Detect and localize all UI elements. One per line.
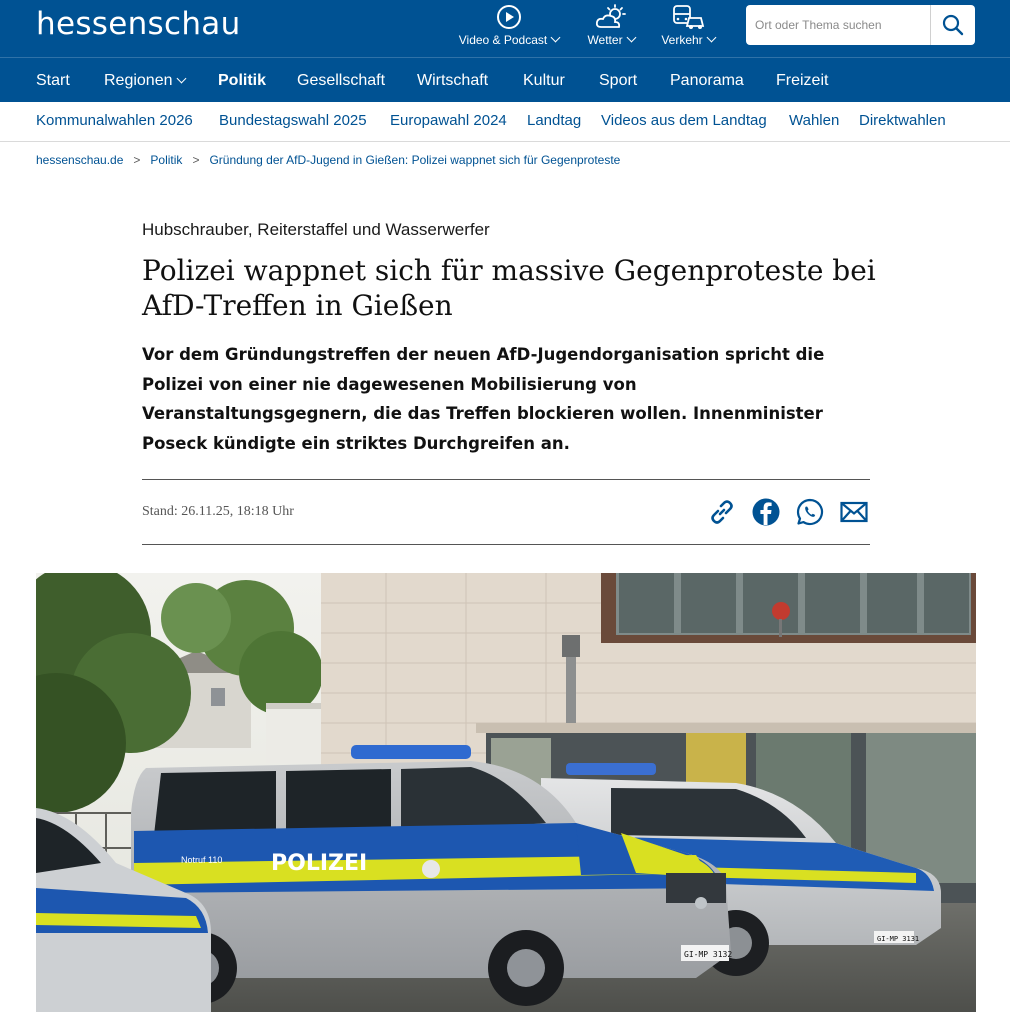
weather-menu[interactable]	[584, 4, 638, 52]
nav-item-label: Regionen	[104, 72, 173, 89]
van-plate-1: GI-MP 3132	[684, 950, 733, 959]
subnav-item-europawahl[interactable]: Europawahl 2024	[390, 112, 507, 129]
chevron-down-icon	[551, 33, 561, 43]
subnav-item-videos-landtag[interactable]: Videos aus dem Landtag	[601, 112, 767, 129]
divider	[142, 544, 870, 545]
traffic-icon	[671, 4, 705, 30]
video-podcast-label: Video & Podcast	[458, 33, 548, 47]
whatsapp-icon	[795, 497, 825, 527]
nav-item-panorama[interactable]: Panorama	[670, 72, 744, 89]
breadcrumb-politik[interactable]: Politik	[150, 153, 183, 167]
mail-icon	[839, 497, 869, 527]
top-header	[0, 0, 1010, 57]
police-vans-photo	[36, 573, 976, 1012]
sub-navigation	[0, 102, 1010, 142]
traffic-label: Verkehr	[661, 33, 703, 47]
police-star-icon	[422, 860, 440, 878]
article-timestamp: Stand: 26.11.25, 18:18 Uhr	[142, 504, 294, 519]
divider	[142, 479, 870, 480]
search-input[interactable]	[746, 5, 930, 45]
subnav-item-landtag[interactable]: Landtag	[527, 112, 582, 129]
nav-item-wirtschaft[interactable]: Wirtschaft	[417, 72, 489, 89]
nav-item-kultur[interactable]: Kultur	[523, 72, 565, 89]
van-label-notruf: Notruf 110	[181, 855, 223, 865]
nav-item-start[interactable]: Start	[36, 72, 70, 89]
nav-item-gesellschaft[interactable]: Gesellschaft	[297, 72, 386, 89]
facebook-icon	[751, 497, 781, 527]
main-navigation	[0, 57, 1010, 102]
subnav-item-kommunalwahlen[interactable]: Kommunalwahlen 2026	[36, 112, 193, 129]
traffic-menu[interactable]	[658, 4, 718, 52]
subnav-item-bundestagswahl[interactable]: Bundestagswahl 2025	[219, 112, 367, 129]
weather-label: Wetter	[587, 33, 623, 47]
breadcrumb-home[interactable]: hessenschau.de	[36, 153, 124, 167]
nav-item-freizeit[interactable]: Freizeit	[776, 72, 829, 89]
search-box	[746, 5, 975, 45]
chevron-down-icon	[626, 33, 636, 43]
facebook-share-button[interactable]	[751, 497, 781, 527]
breadcrumb-current[interactable]: Gründung der AfD-Jugend in Gießen: Polizei wappnet sich für Gegenproteste	[209, 153, 621, 167]
link-icon	[707, 497, 737, 527]
article-hero-image	[36, 573, 976, 1012]
search-button[interactable]	[930, 5, 975, 45]
van-plate-2: GI-MP 3131	[877, 935, 920, 943]
copy-link-button[interactable]	[707, 497, 737, 527]
nav-item-politik[interactable]: Politik	[218, 72, 267, 89]
van-label-polizei: POLIZEI	[271, 851, 368, 876]
breadcrumb	[36, 153, 620, 167]
subnav-item-direktwahlen[interactable]: Direktwahlen	[859, 112, 946, 129]
subnav-item-wahlen[interactable]: Wahlen	[789, 112, 840, 129]
whatsapp-share-button[interactable]	[795, 497, 825, 527]
search-icon	[942, 14, 964, 36]
article-kicker: Hubschrauber, Reiterstaffel und Wasserwerfer	[142, 220, 490, 239]
play-circle-icon	[496, 4, 522, 30]
nav-item-sport[interactable]: Sport	[599, 72, 638, 89]
site-logo[interactable]: hessenschau	[36, 6, 241, 42]
breadcrumb-separator: >	[192, 153, 200, 167]
article-headline: Polizei wappnet sich für massive Gegenproteste bei AfD-Treffen in Gießen	[142, 254, 876, 322]
chevron-down-icon	[706, 33, 716, 43]
chevron-down-icon	[176, 74, 186, 84]
weather-icon	[594, 4, 628, 30]
video-podcast-menu[interactable]	[458, 4, 560, 52]
nav-item-regionen[interactable]	[104, 72, 185, 90]
breadcrumb-separator: >	[133, 153, 141, 167]
email-share-button[interactable]	[839, 497, 869, 527]
article-teaser: Vor dem Gründungstreffen der neuen AfD-Jugendorganisation spricht die Polizei von einer nie dagewesenen Mobilisierung von Veranstaltungsgegnern, die das Treffen blockieren wollen. Innenminister Poseck kündigte ein striktes Durchgreifen an.	[142, 345, 825, 453]
